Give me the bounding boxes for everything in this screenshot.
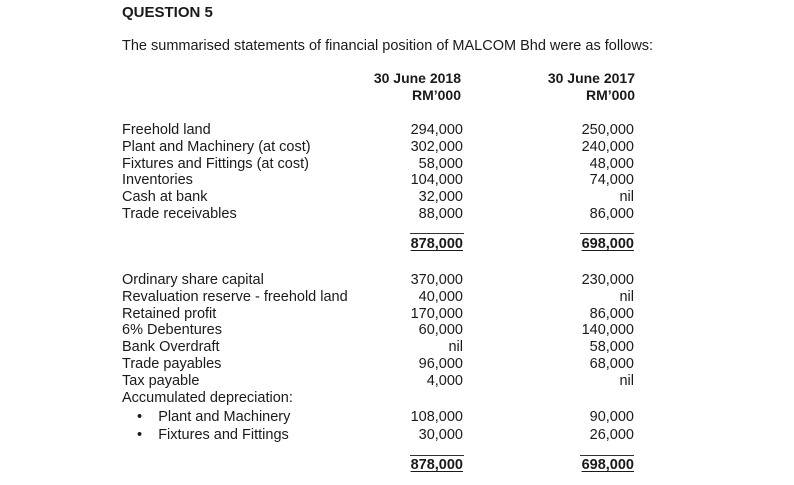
intro-text: The summarised statements of financial position of MALCOM Bhd were as follows: bbox=[122, 38, 654, 54]
depreciation-item bbox=[137, 427, 289, 444]
total-rule bbox=[410, 233, 464, 234]
total-rule bbox=[580, 233, 634, 234]
assets-values-2017 bbox=[582, 122, 634, 223]
liabilities-total-2017: 698,000 bbox=[581, 457, 634, 473]
cell-value: 32,000 bbox=[418, 189, 463, 206]
row-label: Cash at bank bbox=[122, 189, 208, 206]
row-label: Tax payable bbox=[122, 372, 200, 389]
row-label: 6% Debentures bbox=[122, 322, 222, 339]
column-header-2018 bbox=[374, 70, 461, 104]
cell-value: 4,000 bbox=[426, 372, 463, 389]
cell-value: 30,000 bbox=[418, 427, 463, 443]
cell-value: 294,000 bbox=[410, 122, 463, 138]
liabilities-values-2018 bbox=[411, 272, 463, 390]
cell-value: 26,000 bbox=[589, 427, 634, 443]
cell-value: 88,000 bbox=[418, 205, 463, 222]
cell-value: 230,000 bbox=[581, 272, 634, 288]
row-label: Freehold land bbox=[122, 122, 211, 138]
row-label: Trade payables bbox=[122, 355, 222, 372]
cell-value: 108,000 bbox=[410, 409, 463, 425]
row-label: Trade receivables bbox=[122, 205, 237, 222]
row-label: Ordinary share capital bbox=[122, 272, 264, 288]
assets-total-2017: 698,000 bbox=[581, 236, 634, 252]
assets-total-2018: 878,000 bbox=[410, 236, 463, 252]
question-heading: QUESTION 5 bbox=[122, 4, 213, 21]
cell-value: 370,000 bbox=[410, 272, 463, 288]
cell-value: 68,000 bbox=[589, 355, 634, 372]
bullet-icon: • bbox=[137, 409, 143, 425]
cell-value: 90,000 bbox=[589, 409, 634, 425]
cell-value: nil bbox=[619, 288, 634, 305]
cell-value: 74,000 bbox=[589, 172, 634, 189]
cell-value: 240,000 bbox=[581, 138, 634, 155]
cell-value: nil bbox=[619, 189, 634, 206]
bullet-icon: • bbox=[137, 427, 143, 443]
cell-value: 86,000 bbox=[589, 305, 634, 322]
row-label: Revaluation reserve - freehold land bbox=[122, 288, 348, 305]
total-rule bbox=[580, 455, 634, 456]
cell-value: 140,000 bbox=[581, 322, 634, 339]
column-header-2017 bbox=[548, 70, 635, 104]
depreciation-heading: Accumulated depreciation: bbox=[122, 389, 293, 406]
cell-value: nil bbox=[448, 339, 463, 356]
assets-labels bbox=[122, 122, 311, 223]
cell-value: 60,000 bbox=[418, 322, 463, 339]
cell-value: 302,000 bbox=[410, 138, 463, 155]
row-label: Fixtures and Fittings (at cost) bbox=[122, 155, 309, 172]
cell-value: 48,000 bbox=[589, 155, 634, 172]
cell-value: 250,000 bbox=[581, 122, 634, 138]
cell-value: 58,000 bbox=[418, 155, 463, 172]
column-unit: RM’000 bbox=[411, 87, 461, 103]
cell-value: 58,000 bbox=[589, 339, 634, 356]
row-label: Inventories bbox=[122, 172, 193, 189]
depreciation-item bbox=[137, 409, 290, 426]
cell-value: 86,000 bbox=[589, 205, 634, 222]
column-date: 30 June 2017 bbox=[547, 70, 635, 86]
column-date: 30 June 2018 bbox=[373, 70, 461, 86]
row-label: Bank Overdraft bbox=[122, 339, 220, 356]
cell-value: 170,000 bbox=[410, 305, 463, 322]
liabilities-total-2018: 878,000 bbox=[410, 457, 463, 473]
liabilities-labels bbox=[122, 272, 348, 406]
liabilities-values-2017 bbox=[582, 272, 634, 390]
row-label: Fixtures and Fittings bbox=[158, 427, 289, 443]
column-unit: RM’000 bbox=[585, 87, 635, 103]
cell-value: 40,000 bbox=[418, 288, 463, 305]
cell-value: 104,000 bbox=[410, 172, 463, 189]
total-rule bbox=[410, 455, 464, 456]
row-label: Plant and Machinery (at cost) bbox=[122, 138, 311, 155]
cell-value: nil bbox=[619, 372, 634, 389]
row-label: Retained profit bbox=[122, 305, 217, 322]
assets-values-2018 bbox=[411, 122, 463, 223]
cell-value: 96,000 bbox=[418, 355, 463, 372]
row-label: Plant and Machinery bbox=[158, 409, 291, 425]
